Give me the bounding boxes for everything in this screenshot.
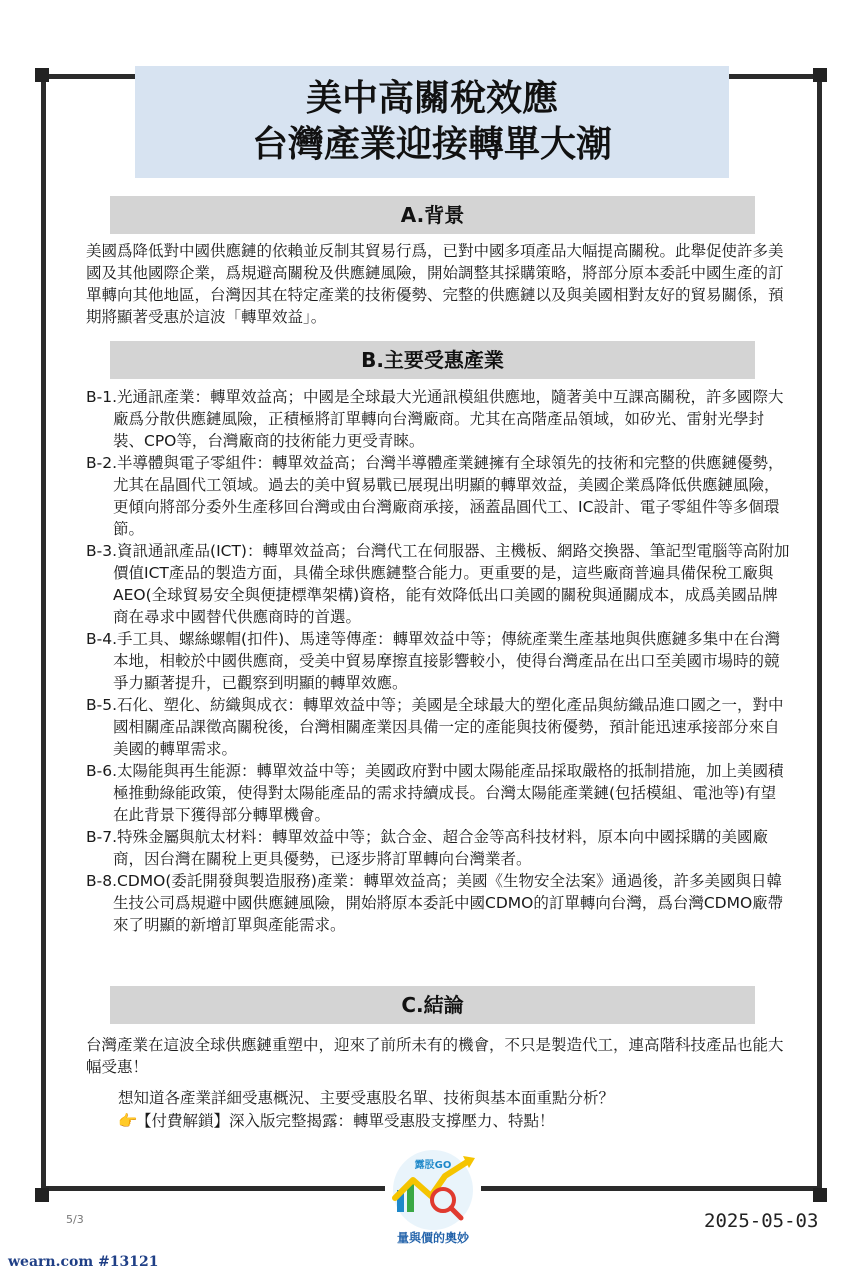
watermark-id: #13121 — [98, 1254, 159, 1270]
date-stamp: 2025-05-03 — [704, 1210, 819, 1232]
industry-item-traditional: B-4.手工具、螺絲螺帽(扣件)、馬達等傳產：轉單效益中等；傳統產業生產基地與供應鏈多集中在台灣本地，相較於中國供應商，受美中貿易摩擦直接影響較小，使得台灣產品在出口至美國市場時的競爭力顯著提升，已觀察到明顯的轉單效應。 — [86, 630, 781, 692]
frame-left — [41, 74, 46, 1198]
industry-item-petrochemical: B-5.石化、塑化、紡織與成衣：轉單效益中等；美國是全球最大的塑化產品與紡織品進口國之一，對中國相關產品課徵高關稅後，台灣相關產業因具備一定的產能與技術優勢，預計能迅速承接部分來自美國的轉單需求。 — [86, 696, 784, 758]
page-number: 5/3 — [66, 1213, 84, 1226]
industry-item-optical: B-1.光通訊產業：轉單效益高；中國是全球最大光通訊模組供應地，隨著美中互課高關稅，許多國際大廠爲分散供應鏈風險，正積極將訂單轉向台灣廠商。尤其在高階產品領域，如矽光、雷射光學封裝、CPO等，台灣廠商的技術能力更受青睞。 — [86, 388, 784, 450]
industry-list — [86, 386, 790, 936]
brand-logo — [385, 1148, 481, 1248]
industry-item-special-metals: B-7.特殊金屬與航太材料：轉單效益中等；鈦合金、超合金等高科技材料，原本向中國採購的美國廠商，因台灣在關稅上更具優勢，已逐步將訂單轉向台灣業者。 — [86, 828, 769, 868]
industry-item-cdmo: B-8.CDMO(委託開發與製造服務)產業：轉單效益高；美國《生物安全法案》通過後，許多美國與日韓生技公司爲規避中國供應鏈風險，開始將原本委託中國CDMO的訂單轉向台灣，爲台灣CDMO廠帶來了明顯的新增訂單與產能需求。 — [86, 872, 784, 934]
corner-square-tr — [813, 68, 827, 82]
watermark[interactable] — [8, 1254, 158, 1270]
industry-item-ict: B-3.資訊通訊產品(ICT)：轉單效益高；台灣代工在伺服器、主機板、網路交換器、筆記型電腦等高附加價值ICT產品的製造方面，具備全球供應鏈整合能力。更重要的是，這些廠商普遍具備保稅工廠與AEO(全球貿易安全與便捷標準架構)資格，能有效降低出口美國的關稅與通關成本，成爲美國品牌商在尋求中國替代供應商時的首選。 — [86, 542, 790, 626]
logo-bottom-text: 量與價的奧妙 — [396, 1231, 470, 1245]
corner-square-tl — [35, 68, 49, 82]
industry-item-semiconductor: B-2.半導體與電子零組件：轉單效益高；台灣半導體產業鏈擁有全球領先的技術和完整的供應鏈優勢，尤其在晶圓代工領域。過去的美中貿易戰已展現出明顯的轉單效益，美國企業爲降低供應鏈風險，更傾向將部分委外生產移回台灣或由台灣廠商承接，涵蓋晶圓代工、IC設計、電子零組件等多個環節。 — [86, 454, 784, 538]
title-line-2: 台灣產業迎接轉單大潮 — [251, 124, 612, 165]
title-line-1: 美中高關稅效應 — [305, 78, 558, 119]
section-heading-background: A.背景 — [110, 196, 755, 234]
frame-top-left — [41, 74, 135, 79]
cta-link[interactable] — [118, 1110, 778, 1132]
corner-square-br — [813, 1188, 827, 1202]
frame-bottom-left — [41, 1186, 385, 1191]
section-heading-conclusion: C.結論 — [110, 986, 755, 1024]
industry-item-solar: B-6.太陽能與再生能源：轉單效益中等；美國政府對中國太陽能產品採取嚴格的抵制措施，加上美國積極推動綠能政策，使得對太陽能產品的需求持續成長。台灣太陽能產業鏈(包括模組、電池等)有望在此背景下獲得部分轉單機會。 — [86, 762, 784, 824]
frame-bottom-right — [481, 1186, 822, 1191]
title-box — [135, 66, 729, 178]
logo-top-text: 露股GO — [414, 1160, 452, 1171]
cta-link-text[interactable]: 【付費解鎖】深入版完整揭露：轉單受惠股支撐壓力、特點！ — [136, 1112, 555, 1130]
frame-right — [817, 74, 822, 1198]
watermark-site[interactable]: wearn.com — [8, 1254, 94, 1270]
conclusion-paragraph: 台灣產業在這波全球供應鏈重塑中，迎來了前所未有的機會，不只是製造代工，連高階科技產品也能大幅受惠！ — [86, 1036, 784, 1076]
background-paragraph: 美國爲降低對中國供應鏈的依賴並反制其貿易行爲，已對中國多項產品大幅提高關稅。此舉促使許多美國及其他國際企業，爲規避高關稅及供應鏈風險，開始調整其採購策略，將部分原本委託中國生產的訂單轉向其他地區，台灣因其在特定產業的技術優勢、完整的供應鏈以及與美國相對友好的貿易關係，預期將顯著受惠於這波「轉單效益」。 — [86, 242, 784, 326]
corner-square-bl — [35, 1188, 49, 1202]
section-heading-industries: B.主要受惠產業 — [110, 341, 755, 379]
pointing-hand-icon: 👉 — [118, 1112, 138, 1130]
cta-question: 想知道各產業詳細受惠概況、主要受惠股名單、技術與基本面重點分析？ — [118, 1089, 615, 1107]
frame-top-right — [729, 74, 822, 79]
logo-graphic — [385, 1148, 481, 1248]
